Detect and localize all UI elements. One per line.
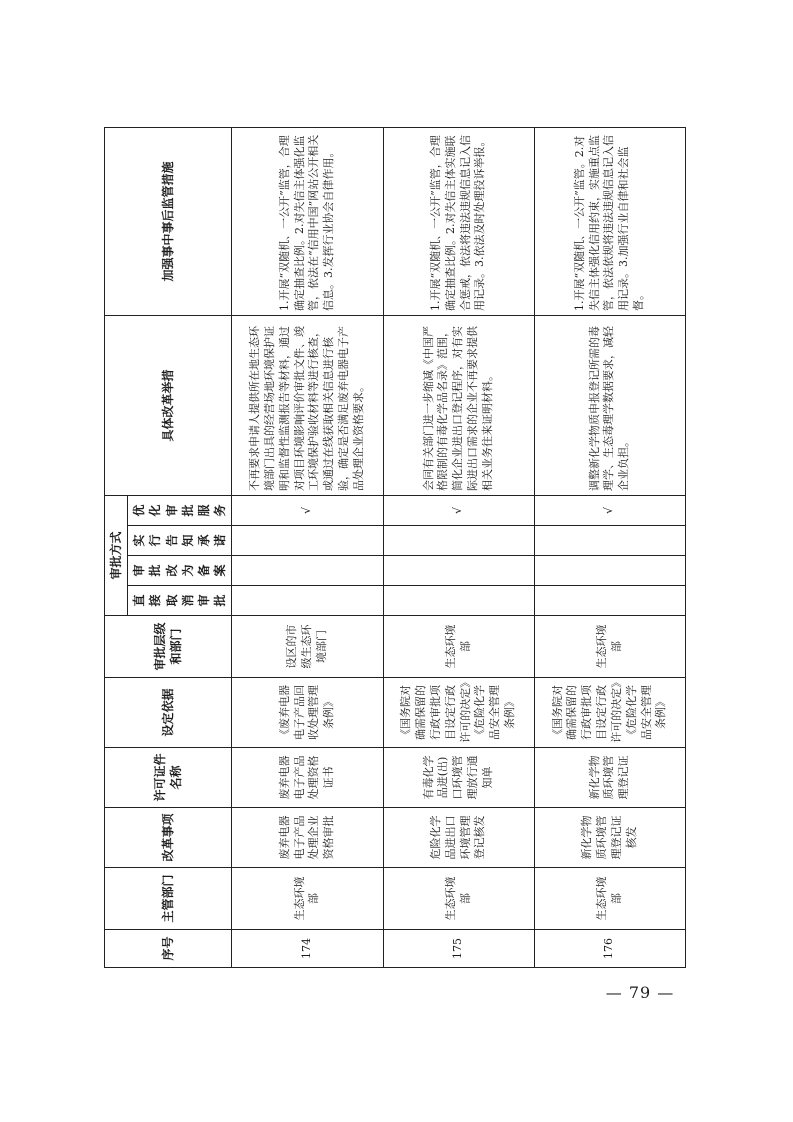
header-seq: 序号	[105, 930, 232, 968]
header-basis: 设定依据	[105, 678, 232, 748]
cell-mode-filing	[383, 556, 534, 586]
header-level: 审批层级和部门	[105, 616, 232, 678]
cell-mode-optimize-check: √	[534, 495, 685, 525]
cell-level: 设区的市级生态环境部门	[232, 616, 383, 678]
cell-mode-cancel	[534, 586, 685, 616]
cell-basis: 《国务院对确需保留的行政审批项目设定行政许可的决定》《危险化学品安全管理条例》	[534, 678, 685, 748]
cell-mode-filing	[534, 556, 685, 586]
header-mode-filing: 审批改为备案	[128, 556, 232, 586]
cell-item: 废弃电器电子产品处理企业资格审批	[232, 808, 383, 868]
cell-mode-commit	[232, 526, 383, 556]
cell-mode-optimize-check: √	[232, 495, 383, 525]
cell-license: 有毒化学品进(出)口环境管理放行通知单	[383, 748, 534, 808]
cell-mode-optimize-check: √	[383, 495, 534, 525]
cell-mode-commit	[383, 526, 534, 556]
reform-table	[104, 127, 686, 968]
table-row	[232, 127, 383, 967]
header-license: 许可证件名称	[105, 748, 232, 808]
cell-license: 新化学物质环境管理登记证	[534, 748, 685, 808]
cell-basis: 《废弃电器电子产品回收处理管理条例》	[232, 678, 383, 748]
cell-dept: 生态环境部	[232, 868, 383, 930]
rotated-table-container	[104, 128, 686, 968]
header-mode-cancel: 直接取消审批	[128, 586, 232, 616]
cell-seq: 176	[534, 930, 685, 968]
cell-measures: 不再要求申请人提供所在地生态环境部门出具的经营场地环境保护证明和监督性监测报告等材料，通过对项目环境影响评价审批文件、竣工环境保护验收材料等进行核查，或通过在线获取相关信息进行核验，确定是否满足废弃电器电子产品处理企业资格要求。	[232, 315, 383, 495]
header-measures: 具体改革举措	[105, 315, 232, 495]
cell-mode-commit	[534, 526, 685, 556]
cell-level: 生态环境部	[534, 616, 685, 678]
cell-seq: 175	[383, 930, 534, 968]
cell-supervision: 1.开展“双随机、一公开”监管，合理确定抽查比例。2.对失信主体强化监管，依法在“信用中国”网站公开相关信息。3.发挥行业协会自律作用。	[232, 127, 383, 315]
cell-measures: 调整新化学物质申报登记所需的毒理学、生态毒理学数据要求，减轻企业负担。	[534, 315, 685, 495]
table-row	[383, 127, 534, 967]
cell-license: 废弃电器电子产品处理资格证书	[232, 748, 383, 808]
cell-dept: 生态环境部	[383, 868, 534, 930]
cell-basis: 《国务院对确需保留的行政审批项目设定行政许可的决定》《危险化学品安全管理条例》	[383, 678, 534, 748]
header-row-1	[105, 127, 128, 967]
cell-item: 危险化学品进出口环境管理登记核发	[383, 808, 534, 868]
header-dept: 主管部门	[105, 868, 232, 930]
cell-mode-cancel	[232, 586, 383, 616]
header-mode-optimize: 优化审批服务	[128, 495, 232, 525]
cell-supervision: 1.开展“双随机、一公开”监管。2.对失信主体强化信用约束，实施重点监管，依法依规将违法违规信息记入信用记录。3.加强行业自律和社会监督。	[534, 127, 685, 315]
header-mode-commit: 实行告知承诺	[128, 526, 232, 556]
page-number: — 79 —	[605, 983, 675, 1002]
cell-mode-filing	[232, 556, 383, 586]
header-approval-mode: 审批方式	[105, 495, 128, 615]
cell-supervision: 1.开展“双随机、一公开”监管，合理确定抽查比例。2.对失信主体实施联合惩戒，依法将违法违规信息记入信用记录。3.依法及时处理投诉举报。	[383, 127, 534, 315]
table-row	[534, 127, 685, 967]
cell-mode-cancel	[383, 586, 534, 616]
header-item: 改革事项	[105, 808, 232, 868]
header-supervision: 加强事中事后监管措施	[105, 127, 232, 315]
cell-measures: 会同有关部门进一步缩减《中国严格限制的有毒化学品名录》范围，简化企业进出口登记程序，对有实际进出口需求的企业不再要求提供相关业务往来证明材料。	[383, 315, 534, 495]
cell-seq: 174	[232, 930, 383, 968]
cell-dept: 生态环境部	[534, 868, 685, 930]
cell-level: 生态环境部	[383, 616, 534, 678]
cell-item: 新化学物质环境管理登记证核发	[534, 808, 685, 868]
